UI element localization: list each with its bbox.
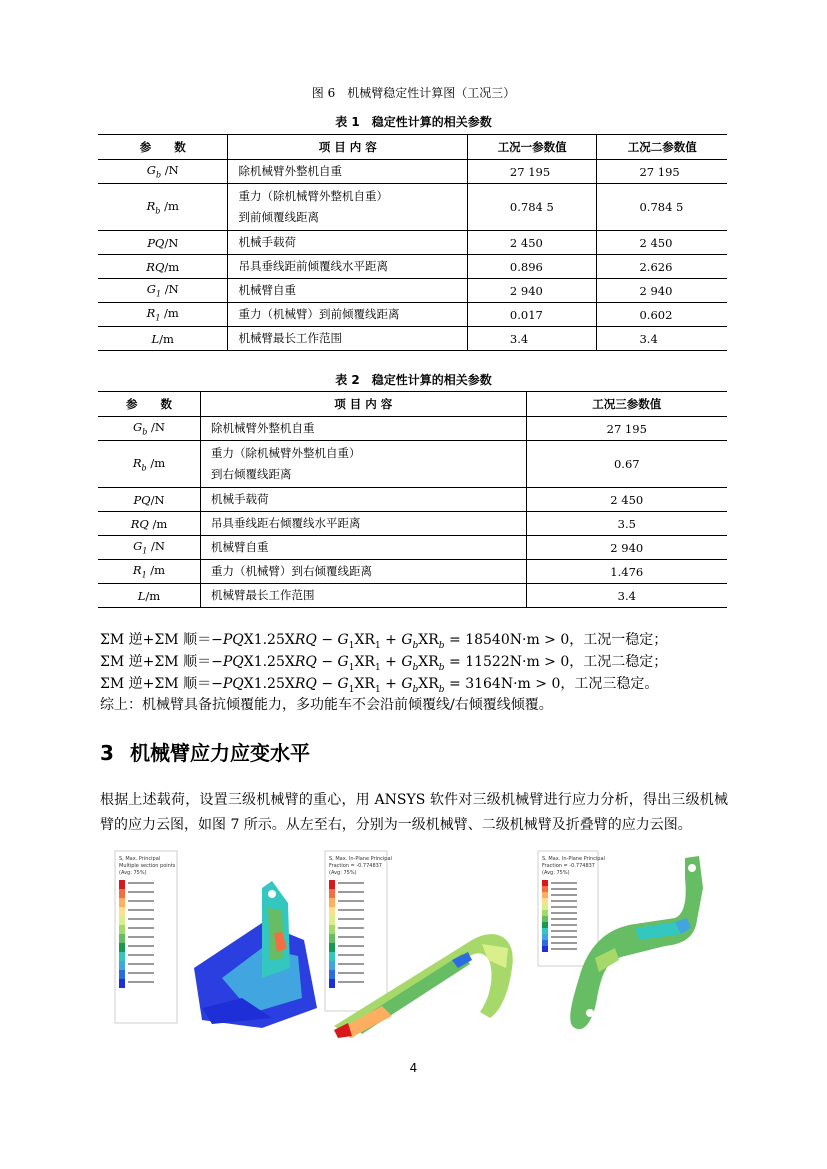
legend-swatch	[542, 880, 548, 886]
summary-text: 综上：机械臂具备抗倾覆能力，多功能车不会沿前倾覆线/右倾覆线倾覆。	[100, 697, 553, 713]
legend-swatch	[119, 925, 125, 934]
legend-tick-value	[128, 936, 154, 938]
param-symbol: $G_1$ /N	[98, 279, 228, 303]
param-symbol: $G_b$ /N	[98, 417, 201, 441]
legend-tick-value	[338, 882, 364, 884]
legend-swatch	[542, 916, 548, 922]
param-description: 重力（除机械臂外整机自重） 到前倾覆线距离	[228, 184, 467, 231]
legend-swatch	[542, 928, 548, 934]
legend-tick-value	[128, 900, 154, 902]
param-symbol: RQ /m	[98, 512, 201, 536]
param-description: 重力（除机械臂外整机自重） 到右倾覆线距离	[201, 441, 527, 488]
param-description: 除机械臂外整机自重	[228, 160, 467, 184]
param-description: 机械手载荷	[201, 488, 527, 512]
legend-swatch	[119, 952, 125, 961]
legend-tick-value	[551, 942, 577, 944]
legend-title-line: Fraction = -0.774837	[542, 863, 595, 869]
legend-tick-value	[338, 945, 364, 947]
table-row	[98, 441, 727, 488]
param-description: 机械臂自重	[228, 279, 467, 303]
table-header-row	[98, 392, 727, 417]
legend-swatch	[542, 904, 548, 910]
param-symbol: $R_1$ /m	[98, 560, 201, 584]
table-row	[98, 417, 727, 441]
case2-value: 2.626	[597, 255, 727, 279]
param-description: 机械手载荷	[228, 231, 467, 255]
header-param: 参 数	[98, 135, 228, 160]
legend-swatch	[542, 886, 548, 892]
legend-swatch	[119, 889, 125, 898]
legend-title-line: Fraction = -0.774837	[329, 863, 382, 869]
legend-swatch	[329, 889, 335, 898]
case3-value: 2 940	[526, 536, 727, 560]
legend-swatch	[329, 970, 335, 979]
legend-swatch	[119, 970, 125, 979]
legend-title-line: (Avg: 75%)	[542, 870, 570, 876]
param-description: 机械臂最长工作范围	[228, 327, 467, 351]
legend-swatch	[329, 952, 335, 961]
table-2	[98, 391, 727, 608]
param-symbol: $G_1$ /N	[98, 536, 201, 560]
legend-swatch	[119, 934, 125, 943]
equation-line: ΣM 逆+ΣM 顺$=-PQX1.25XRQ - G_1XR_1 + G_bXR_b = 3164N\cdot m > 0$，工况三稳定。	[100, 676, 659, 695]
param-symbol: PQ/N	[98, 231, 228, 255]
legend-tick-value	[551, 930, 577, 932]
legend-swatch	[542, 910, 548, 916]
legend-title-line: S, Max. In-Plane Principal	[329, 856, 392, 862]
legend-tick-value	[128, 954, 154, 956]
legend-swatch	[329, 979, 335, 988]
table-1	[98, 134, 727, 351]
legend-tick-value	[551, 906, 577, 908]
case1-value: 2 940	[467, 279, 597, 303]
legend-tick-value	[128, 972, 154, 974]
legend-tick-value	[128, 918, 154, 920]
legend-tick-value	[128, 882, 154, 884]
legend-title-line: S, Max. In-Plane Principal	[542, 856, 605, 862]
header-case2: 工况二参数值	[597, 135, 727, 160]
legend-tick-value	[551, 888, 577, 890]
table-row	[98, 303, 727, 327]
param-symbol: $R_b$ /m	[98, 184, 228, 231]
param-description: 吊具垂线距前倾覆线水平距离	[228, 255, 467, 279]
legend-swatch	[329, 916, 335, 925]
legend-tick-value	[551, 882, 577, 884]
header-case1: 工况一参数值	[467, 135, 597, 160]
legend-swatch	[329, 925, 335, 934]
table-row	[98, 327, 727, 351]
param-symbol: $G_b$ /N	[98, 160, 228, 184]
param-description: 除机械臂外整机自重	[201, 417, 527, 441]
legend-title-line: Multiple section points	[119, 863, 176, 869]
case3-value: 2 450	[526, 488, 727, 512]
case3-value: 0.67	[526, 441, 727, 488]
param-description: 机械臂自重	[201, 536, 527, 560]
legend-tick-value	[551, 936, 577, 938]
case1-value: 0.017	[467, 303, 597, 327]
table-row	[98, 488, 727, 512]
legend-title-line: (Avg: 75%)	[329, 870, 357, 876]
param-symbol: $R_1$ /m	[98, 303, 228, 327]
legend-tick-value	[551, 918, 577, 920]
table-header-row	[98, 135, 727, 160]
table-2-caption: 表 2 稳定性计算的相关参数	[335, 373, 492, 387]
table-row	[98, 536, 727, 560]
case3-value: 27 195	[526, 417, 727, 441]
legend-swatch	[542, 898, 548, 904]
case2-value: 27 195	[597, 160, 727, 184]
case1-value: 0.896	[467, 255, 597, 279]
case3-value: 1.476	[526, 560, 727, 584]
legend-swatch	[329, 943, 335, 952]
case3-value: 3.5	[526, 512, 727, 536]
table-row	[98, 560, 727, 584]
param-description: 吊具垂线距右倾覆线水平距离	[201, 512, 527, 536]
param-symbol: RQ/m	[98, 255, 228, 279]
legend-tick-value	[338, 909, 364, 911]
legend-tick-value	[551, 948, 577, 950]
table-row	[98, 160, 727, 184]
legend-tick-value	[338, 963, 364, 965]
legend-swatch	[119, 916, 125, 925]
table-1-caption: 表 1 稳定性计算的相关参数	[335, 115, 492, 129]
case1-value: 2 450	[467, 231, 597, 255]
param-symbol: L/m	[98, 584, 201, 608]
header-item: 项 目 内 容	[201, 392, 527, 417]
legend-tick-value	[338, 927, 364, 929]
section-title: 机械臂应力应变水平	[130, 741, 310, 765]
case1-value: 3.4	[467, 327, 597, 351]
table-row	[98, 584, 727, 608]
param-description: 重力（机械臂）到右倾覆线距离	[201, 560, 527, 584]
case2-value: 0.784 5	[597, 184, 727, 231]
legend-tick-value	[551, 912, 577, 914]
section-number: 3	[100, 741, 114, 765]
header-param: 参 数	[98, 392, 201, 417]
legend-tick-value	[128, 981, 154, 983]
case2-value: 2 450	[597, 231, 727, 255]
legend-swatch	[329, 934, 335, 943]
legend-swatch	[542, 934, 548, 940]
table-row	[98, 512, 727, 536]
section-heading	[100, 737, 310, 766]
legend-tick-value	[551, 924, 577, 926]
equation-line: ΣM 逆+ΣM 顺$=-PQX1.25XRQ - G_1XR_1 + G_bXR_b = 11522N\cdot m > 0$，工况二稳定；	[100, 654, 668, 673]
case2-value: 2 940	[597, 279, 727, 303]
case1-value: 27 195	[467, 160, 597, 184]
param-description: 机械臂最长工作范围	[201, 584, 527, 608]
stress-contour-arm2	[322, 848, 520, 1038]
figure-6-caption: 图 6 机械臂稳定性计算图（工况三）	[311, 86, 516, 100]
legend-tick-value	[128, 945, 154, 947]
param-symbol: PQ/N	[98, 488, 201, 512]
param-symbol: $R_b$ /m	[98, 441, 201, 488]
legend-tick-value	[128, 963, 154, 965]
param-description: 重力（机械臂）到前倾覆线距离	[228, 303, 467, 327]
legend-swatch	[542, 922, 548, 928]
table-row	[98, 231, 727, 255]
stress-contour-arm1	[112, 848, 320, 1030]
stress-contour-folding-arm	[535, 848, 715, 1038]
legend-tick-value	[128, 927, 154, 929]
header-item: 项 目 内 容	[228, 135, 467, 160]
case1-value: 0.784 5	[467, 184, 597, 231]
case2-value: 0.602	[597, 303, 727, 327]
legend-swatch	[119, 898, 125, 907]
body-paragraph: 根据上述载荷，设置三级机械臂的重心，用 ANSYS 软件对三级机械臂进行应力分析，得出三级机械臂的应力云图，如图 7 所示。从左至右，分别为一级机械臂、二级机械臂及折叠臂的应力云图。	[100, 792, 728, 833]
legend-swatch	[119, 880, 125, 889]
equation-line: ΣM 逆+ΣM 顺$=-PQX1.25XRQ - G_1XR_1 + G_bXR_b = 18540N\cdot m > 0$，工况一稳定；	[100, 632, 668, 651]
legend-swatch	[329, 898, 335, 907]
table-row	[98, 279, 727, 303]
legend-swatch	[119, 979, 125, 988]
legend-tick-value	[338, 900, 364, 902]
legend-swatch	[119, 961, 125, 970]
legend-title-line: S, Max. Principal	[119, 856, 161, 862]
legend-tick-value	[551, 900, 577, 902]
param-symbol: L/m	[98, 327, 228, 351]
legend-tick-value	[338, 936, 364, 938]
legend-tick-value	[338, 954, 364, 956]
case3-value: 3.4	[526, 584, 727, 608]
legend-swatch	[542, 892, 548, 898]
legend-swatch	[542, 946, 548, 952]
legend-swatch	[119, 907, 125, 916]
table-row	[98, 184, 727, 231]
header-case3: 工况三参数值	[526, 392, 727, 417]
legend-tick-value	[338, 918, 364, 920]
legend-swatch	[542, 940, 548, 946]
legend-swatch	[119, 943, 125, 952]
legend-tick-value	[338, 972, 364, 974]
legend-tick-value	[128, 891, 154, 893]
legend-tick-value	[338, 981, 364, 983]
legend-tick-value	[338, 891, 364, 893]
table-row	[98, 255, 727, 279]
legend-swatch	[329, 961, 335, 970]
legend-title-line: (Avg: 75%)	[119, 870, 147, 876]
legend-tick-value	[128, 909, 154, 911]
legend-swatch	[329, 907, 335, 916]
case2-value: 3.4	[597, 327, 727, 351]
page-number: 4	[409, 1061, 418, 1075]
legend-swatch	[329, 880, 335, 889]
legend-tick-value	[551, 894, 577, 896]
